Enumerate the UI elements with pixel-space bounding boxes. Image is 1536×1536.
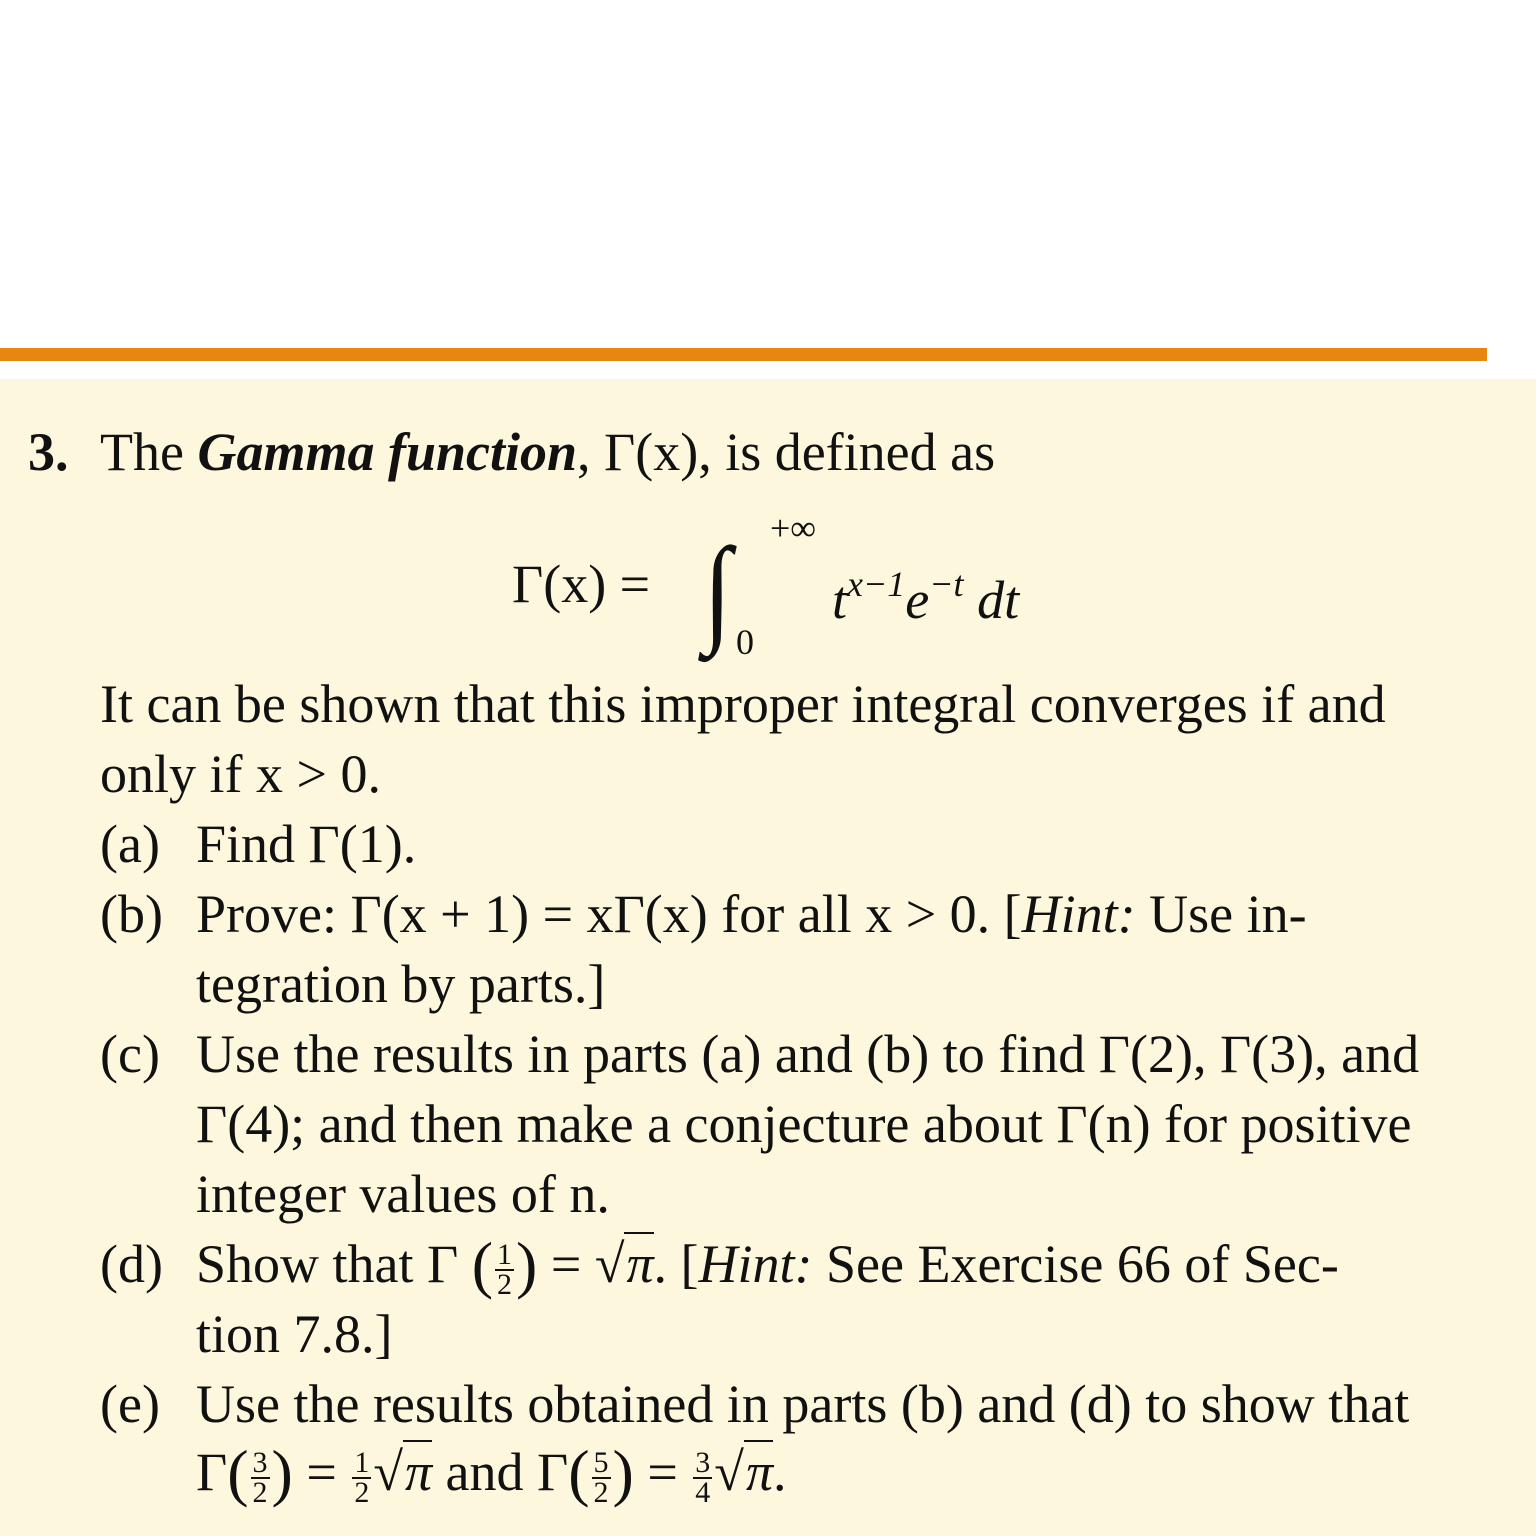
fraction-three-quarters: $\frac{3}{4}$ <box>695 1445 711 1509</box>
part-e-line-1: Use the results obtained in parts (b) and (d) to show that <box>196 1374 1410 1434</box>
integral-sign: ∫ <box>703 523 732 656</box>
integral-upper-limit: +∞ <box>770 508 816 548</box>
part-d-label: (d) <box>100 1234 163 1294</box>
part-b-line-2: tegration by parts.] <box>196 954 606 1014</box>
sqrt-pi: √π <box>594 1234 654 1294</box>
statement-line-1: It can be shown that this improper integral converges if and <box>100 674 1386 734</box>
part-c-line-3: integer values of n. <box>196 1164 610 1224</box>
part-b-label: (b) <box>100 884 163 944</box>
part-c-line-1: Use the results in parts (a) and (b) to find Γ(2), Γ(3), and <box>196 1024 1420 1084</box>
part-e-label: (e) <box>100 1374 160 1434</box>
gamma-function-term: Gamma function <box>197 422 578 482</box>
statement-line-2: only if x > 0. <box>100 744 381 804</box>
exercise-intro: The Gamma function, Γ(x), is defined as <box>100 422 996 482</box>
part-a-label: (a) <box>100 814 160 874</box>
equation-lhs: Γ(x) = <box>512 554 651 614</box>
orange-divider <box>0 348 1487 361</box>
part-b-line-1: Prove: Γ(x + 1) = xΓ(x) for all x > 0. [Hint: Use in- <box>196 884 1307 944</box>
integral-lower-limit: 0 <box>736 622 754 662</box>
fraction-five-halves: $\frac{5}{2}$ <box>593 1445 609 1509</box>
part-c-line-2: Γ(4); and then make a conjecture about Γ(n) for positive <box>196 1094 1412 1154</box>
fraction-three-halves: $\frac{3}{2}$ <box>252 1445 268 1509</box>
part-a-text: Find Γ(1). <box>196 814 417 874</box>
fraction-one-half-coef: $\frac{1}{2}$ <box>354 1445 370 1509</box>
part-c-label: (c) <box>100 1024 160 1084</box>
fraction-one-half: $\frac{1}{2}$ <box>497 1237 513 1301</box>
integrand: $t^{x-1}e^{-t}$ dt <box>832 564 1020 630</box>
part-e-line-2: Γ( $\frac{3}{2}$ ) = $\frac{1}{2}$ √π and Γ( $\frac{5}{2}$ ) = $\frac{3}{4}$ √π. <box>196 1437 787 1509</box>
exercise-number: 3. <box>28 422 69 482</box>
part-d-line-1: Show that Γ ( $\frac{1}{2}$ ) = √π. [Hint: See Exercise 66 of Sec- <box>196 1229 1339 1301</box>
part-d-line-2: tion 7.8.] <box>196 1304 393 1364</box>
